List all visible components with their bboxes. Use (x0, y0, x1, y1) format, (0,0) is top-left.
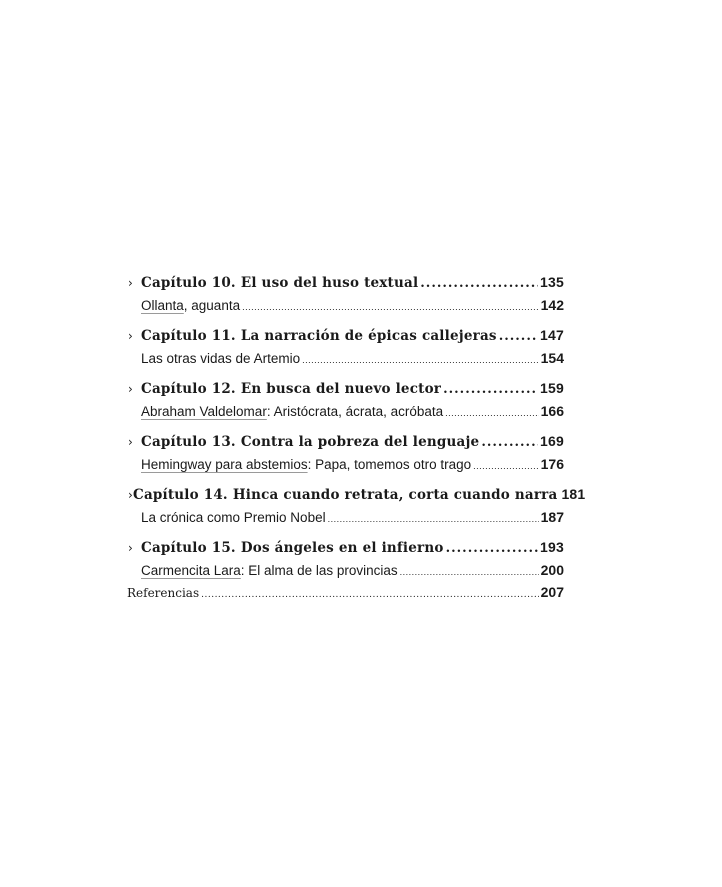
toc-references[interactable] (127, 581, 564, 603)
chapter-number: Capítulo 14. (133, 487, 228, 503)
dot-leader (481, 431, 538, 455)
toc-chapter-15[interactable] (128, 535, 564, 559)
page-number: 147 (540, 327, 564, 343)
chapter-title: El uso del huso textual (240, 275, 419, 291)
chapter-title: Hinca cuando retrata, corta cuando narra (232, 487, 558, 503)
page-number: 166 (540, 403, 564, 419)
chevron-right-icon: › (128, 435, 133, 449)
subentry-name: Carmencita Lara (141, 563, 241, 578)
chapter-number: Capítulo 13. (141, 434, 236, 450)
subentry-name: Hemingway para abstemios (141, 457, 308, 472)
dot-leader (201, 584, 539, 606)
page-number: 207 (540, 584, 564, 600)
subentry-title: Las otras vidas de Artemio (141, 351, 301, 366)
chapter-title: En busca del nuevo lector (240, 381, 442, 397)
chapter-number: Capítulo 15. (141, 540, 236, 556)
dot-leader (400, 561, 539, 583)
page-number: 187 (540, 509, 564, 525)
subentry-title: : Papa, tomemos otro trago (307, 457, 472, 472)
dot-leader (446, 537, 538, 561)
dot-leader (473, 455, 538, 477)
toc-subentry-10[interactable] (128, 294, 564, 316)
toc-subentry-12[interactable] (128, 400, 564, 422)
page-number: 193 (540, 539, 564, 555)
dot-leader (302, 349, 539, 371)
chapter-number: Capítulo 11. (141, 328, 236, 344)
toc-chapter-10[interactable] (128, 270, 564, 294)
subentry-title: , aguanta (183, 298, 241, 313)
page-number: 135 (540, 274, 564, 290)
dot-leader (242, 296, 539, 318)
chapter-title: Dos ángeles en el infierno (240, 540, 444, 556)
page-number: 169 (540, 433, 564, 449)
subentry-title: : El alma de las provincias (240, 563, 398, 578)
toc-subentry-15[interactable] (128, 559, 564, 581)
subentry-name: Abraham Valdelomar (141, 404, 267, 419)
chevron-right-icon: › (128, 276, 133, 290)
dot-leader (443, 378, 538, 402)
chevron-right-icon: › (128, 541, 133, 555)
chevron-right-icon: › (128, 488, 133, 502)
toc-chapter-12[interactable] (128, 376, 564, 400)
subentry-title: : Aristócrata, ácrata, acróbata (266, 404, 444, 419)
toc-subentry-11[interactable] (128, 347, 564, 369)
chapter-number: Capítulo 12. (141, 381, 236, 397)
toc-chapter-11[interactable] (128, 323, 564, 347)
toc-subentry-14[interactable] (128, 506, 564, 528)
references-label: Referencias (127, 586, 200, 600)
chapter-title: Contra la pobreza del lenguaje (240, 434, 480, 450)
dot-leader (499, 325, 538, 349)
toc-subentry-13[interactable] (128, 453, 564, 475)
subentry-title: La crónica como Premio Nobel (141, 510, 326, 525)
subentry-name: Ollanta (141, 298, 184, 313)
page-number: 200 (540, 562, 564, 578)
chevron-right-icon: › (128, 329, 133, 343)
page-number: 154 (540, 350, 564, 366)
page-number: 176 (540, 456, 564, 472)
chapter-number: Capítulo 10. (141, 275, 236, 291)
toc-chapter-13[interactable] (128, 429, 564, 453)
page-number: 181 (561, 486, 586, 502)
page-number: 142 (540, 297, 564, 313)
dot-leader (445, 402, 538, 424)
dot-leader (420, 272, 538, 296)
dot-leader (328, 508, 539, 530)
table-of-contents (127, 270, 586, 603)
chapter-title: La narración de épicas callejeras (240, 328, 497, 344)
page-number: 159 (540, 380, 564, 396)
chevron-right-icon: › (128, 382, 133, 396)
toc-chapter-14[interactable] (128, 482, 586, 506)
